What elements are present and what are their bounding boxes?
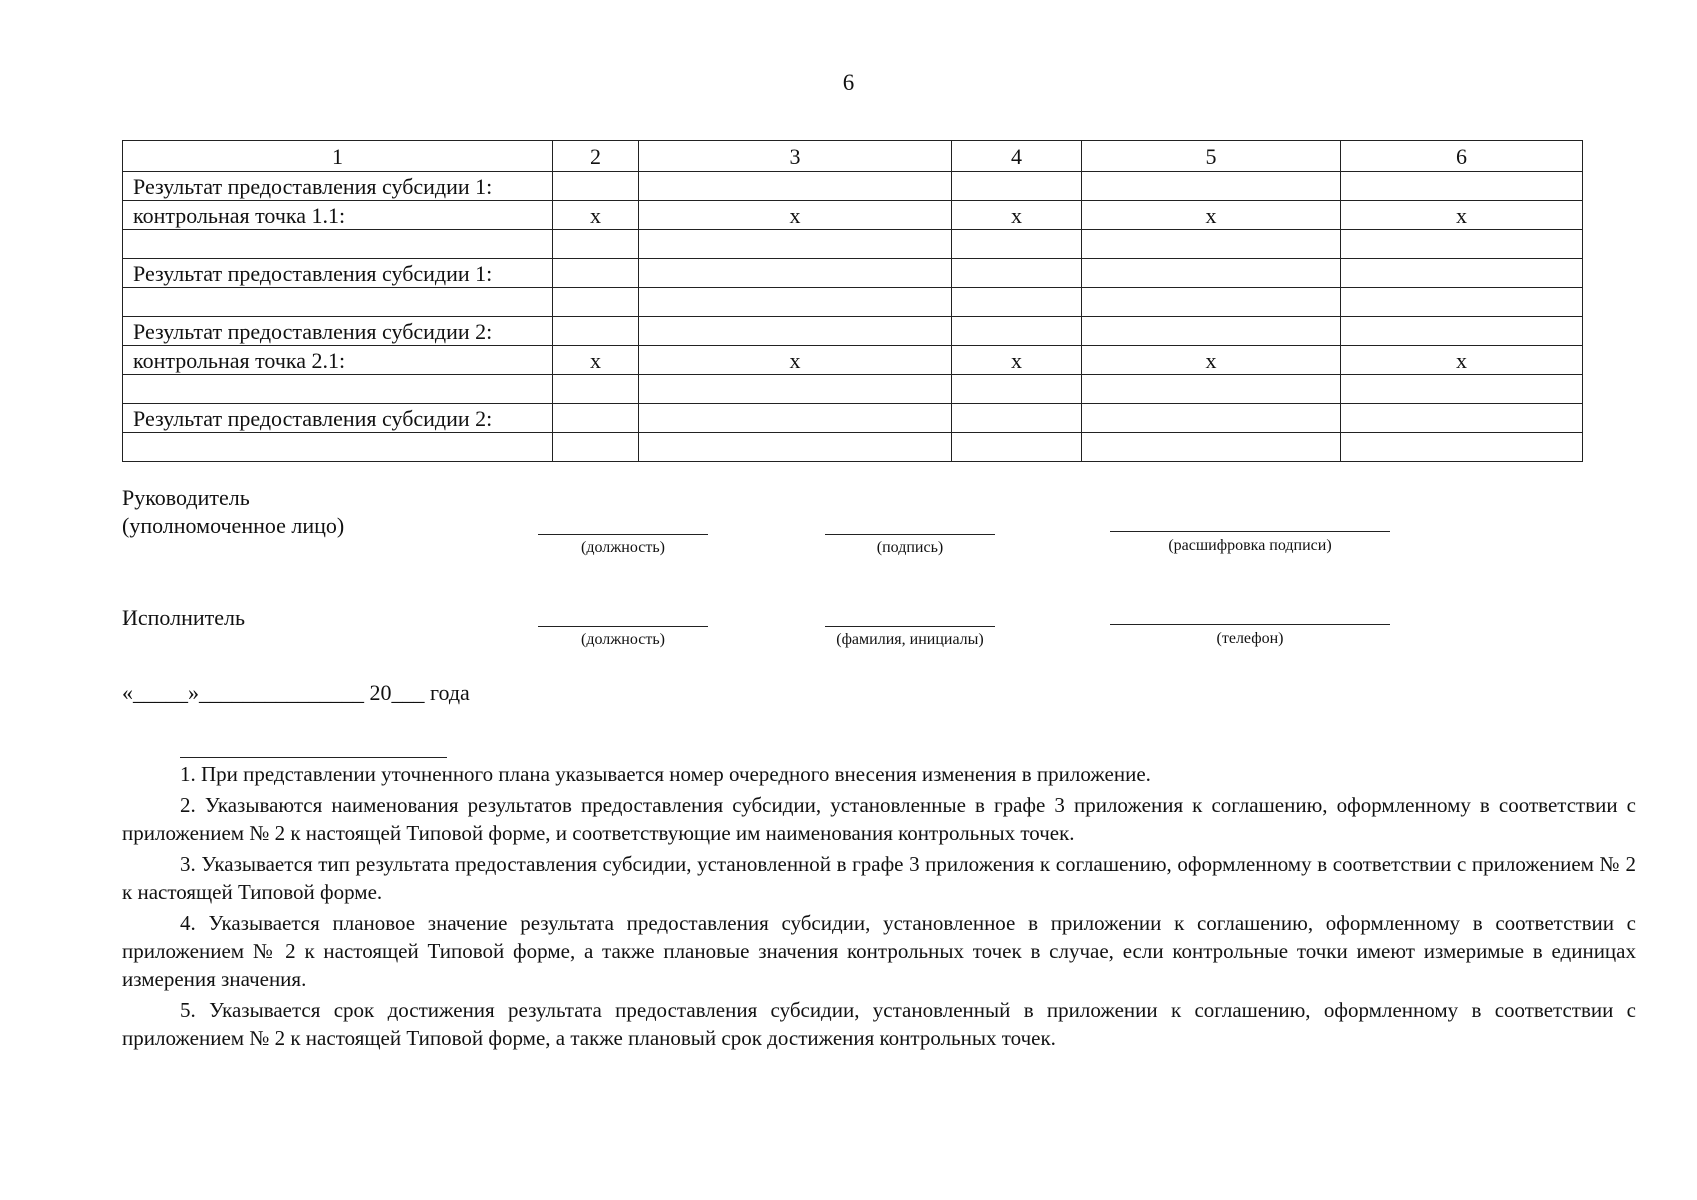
table-cell (1341, 230, 1583, 259)
table-cell (553, 230, 639, 259)
footnotes (122, 760, 1636, 1055)
table-cell (639, 172, 952, 201)
date-line: «_____»_______________ 20___ года (122, 680, 470, 705)
table-cell: x (553, 346, 639, 375)
table-header-row (123, 141, 1583, 172)
table-cell (1082, 375, 1341, 404)
executor-position-line (538, 626, 708, 627)
head-label-line1: Руководитель (122, 485, 250, 510)
head-position-line (538, 534, 708, 535)
table-cell (639, 259, 952, 288)
table-header-cell: 3 (639, 141, 952, 172)
row-label-cell: Результат предоставления субсидии 2: (123, 317, 553, 346)
table-cell (952, 404, 1082, 433)
table-cell (639, 404, 952, 433)
table-cell (952, 172, 1082, 201)
executor-position-caption: (должность) (581, 631, 665, 648)
table-header-cell: 6 (1341, 141, 1583, 172)
table-cell: x (639, 201, 952, 230)
footnote-separator (180, 757, 447, 758)
table-cell (1082, 230, 1341, 259)
row-label-cell (123, 288, 553, 317)
table-cell (1341, 404, 1583, 433)
table-cell (553, 317, 639, 346)
row-label-cell (123, 433, 553, 462)
table-cell: x (553, 201, 639, 230)
table-row (123, 346, 1583, 375)
row-label-cell (123, 230, 553, 259)
table-cell (1341, 317, 1583, 346)
table-cell (1341, 259, 1583, 288)
table-cell (553, 433, 639, 462)
table-cell (639, 433, 952, 462)
plan-table (122, 140, 1583, 462)
row-label-cell: Результат предоставления субсидии 1: (123, 172, 553, 201)
table-cell (553, 288, 639, 317)
table-cell (639, 288, 952, 317)
table-cell (1082, 259, 1341, 288)
row-label-cell: Результат предоставления субсидии 2: (123, 404, 553, 433)
table-row (123, 201, 1583, 230)
table-cell (553, 404, 639, 433)
table-cell (553, 259, 639, 288)
table-cell: x (1341, 201, 1583, 230)
footnote-item: 3. Указывается тип результата предоставления субсидии, установленной в графе 3 приложения к соглашению, оформленному в соответствии с приложением № 2 к настоящей Типовой форме. (122, 852, 1636, 904)
row-label-cell: Результат предоставления субсидии 1: (123, 259, 553, 288)
table-row (123, 172, 1583, 201)
head-label-line2: (уполномоченное лицо) (122, 513, 345, 538)
table-row (123, 317, 1583, 346)
table-cell (1082, 433, 1341, 462)
table-cell (553, 172, 639, 201)
table-header-cell: 1 (123, 141, 553, 172)
table-cell (1082, 317, 1341, 346)
head-position-caption: (должность) (581, 539, 665, 556)
executor-name-caption: (фамилия, инициалы) (836, 631, 984, 648)
table-cell (1082, 172, 1341, 201)
table-cell (1341, 288, 1583, 317)
row-label-cell: контрольная точка 2.1: (123, 346, 553, 375)
table-row (123, 375, 1583, 404)
table-cell (1082, 288, 1341, 317)
table-cell: x (1082, 201, 1341, 230)
table-cell: x (952, 201, 1082, 230)
head-decoding-caption: (расшифровка подписи) (1168, 537, 1332, 554)
plan-table-body (123, 141, 1583, 462)
footnote-item: 2. Указываются наименования результатов предоставления субсидии, установленные в графе 3 приложения к соглашению, оформленному в соответствии с приложением № 2 к настоящей Типовой форме, и соответствующие им наименования контрольных точек. (122, 793, 1636, 845)
table-header-cell: 5 (1082, 141, 1341, 172)
table-cell: x (1082, 346, 1341, 375)
executor-phone-line (1110, 624, 1390, 625)
head-label (122, 484, 344, 540)
table-cell (1341, 172, 1583, 201)
footnote-item: 1. При представлении уточненного плана указывается номер очередного внесения изменения в приложение. (180, 762, 1151, 786)
table-cell: x (1341, 346, 1583, 375)
table-cell (1082, 404, 1341, 433)
table-header-cell: 2 (553, 141, 639, 172)
head-signature-caption: (подпись) (876, 539, 944, 556)
table-row (123, 404, 1583, 433)
table-row (123, 230, 1583, 259)
executor-name-line (825, 626, 995, 627)
table-header-cell: 4 (952, 141, 1082, 172)
table-cell (952, 433, 1082, 462)
table-cell (952, 259, 1082, 288)
table-cell (639, 317, 952, 346)
table-row (123, 433, 1583, 462)
footnote-item: 4. Указывается плановое значение результата предоставления субсидии, установленное в приложении к соглашению, оформленному в соответствии с приложением № 2 к настоящей Типовой форме, а также плановые значения контрольных точек в случае, если контрольные точки имеют измеримые в единицах измерения значения. (122, 911, 1636, 991)
table-cell (952, 317, 1082, 346)
executor-label: Исполнитель (122, 605, 246, 630)
table-cell: x (639, 346, 952, 375)
head-signature-line (825, 534, 995, 535)
footnote-item: 5. Указывается срок достижения результата предоставления субсидии, установленный в приложении к соглашению, оформленному в соответствии с приложением № 2 к настоящей Типовой форме, а также плановый срок достижения контрольных точек. (122, 998, 1636, 1050)
executor-phone-caption: (телефон) (1216, 630, 1284, 647)
table-cell (952, 230, 1082, 259)
table-cell (553, 375, 639, 404)
row-label-cell: контрольная точка 1.1: (123, 201, 553, 230)
table-cell (639, 230, 952, 259)
page-number: 6 (842, 70, 855, 95)
row-label-cell (123, 375, 553, 404)
table-row (123, 259, 1583, 288)
table-cell: x (952, 346, 1082, 375)
table-row (123, 288, 1583, 317)
table-cell (639, 375, 952, 404)
table-cell (952, 375, 1082, 404)
table-cell (1341, 433, 1583, 462)
table-cell (1341, 375, 1583, 404)
head-decoding-line (1110, 531, 1390, 532)
table-cell (952, 288, 1082, 317)
